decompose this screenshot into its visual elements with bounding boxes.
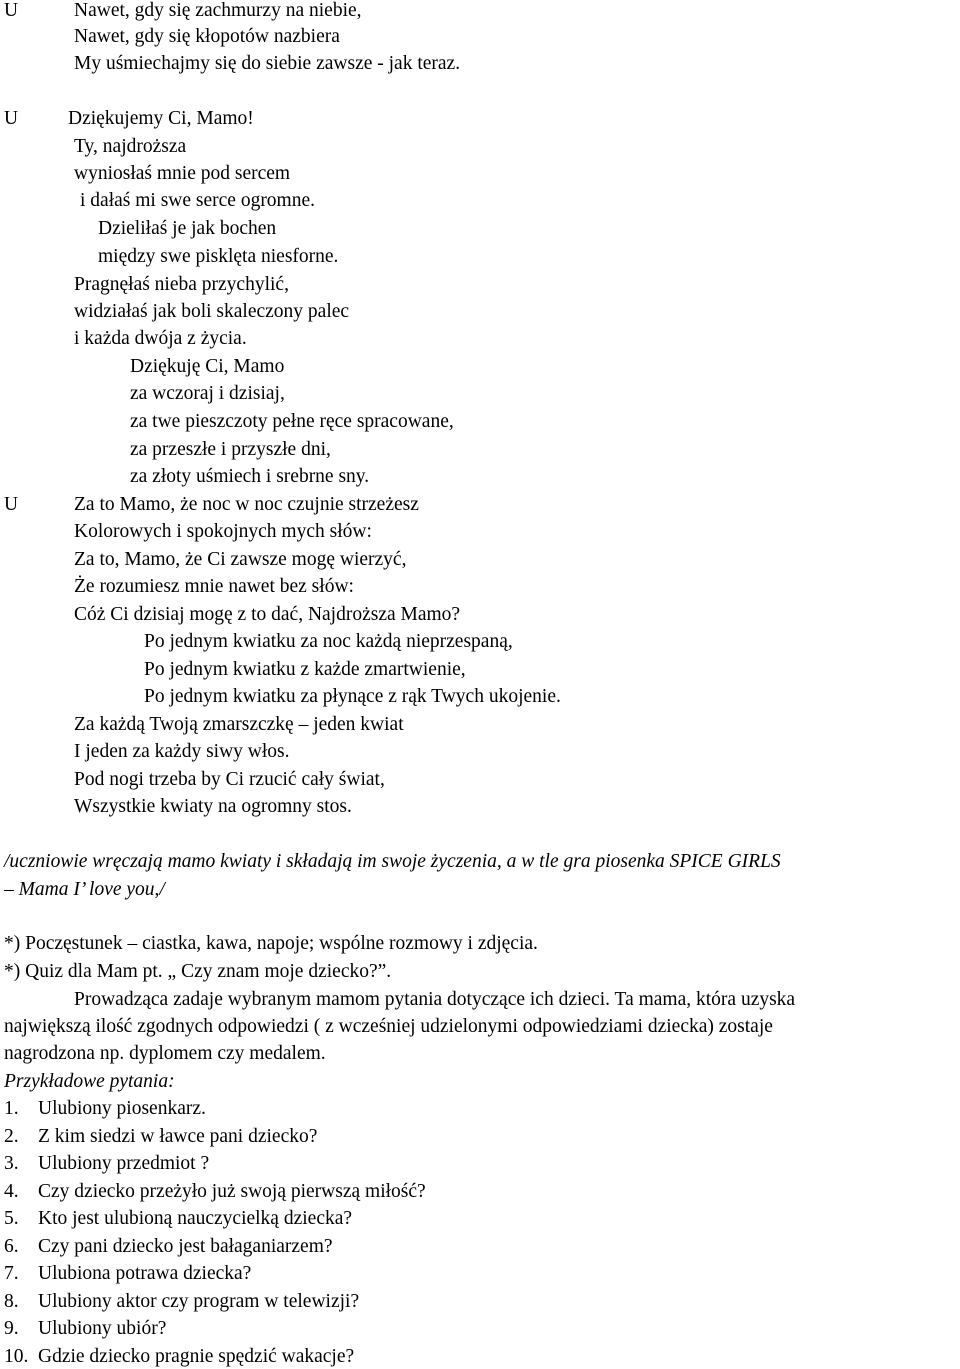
question-number: 6. bbox=[4, 1236, 19, 1257]
question-number: 3. bbox=[4, 1153, 19, 1174]
quiz-item: *) Quiz dla Mam pt. „ Czy znam moje dziecko?”. bbox=[4, 961, 392, 982]
question-number: 5. bbox=[4, 1208, 19, 1229]
poem-line: Dzieliłaś je jak bochen bbox=[98, 218, 277, 239]
question-text: Ulubiony ubiór? bbox=[38, 1318, 167, 1339]
poem-line: i każda dwója z życia. bbox=[74, 328, 247, 349]
stanza-marker: U bbox=[4, 494, 19, 515]
question-number: 7. bbox=[4, 1263, 19, 1284]
question-text: Czy dziecko przeżyło już swoją pierwszą miłość? bbox=[38, 1181, 426, 1202]
poem-line: Ty, najdroższa bbox=[74, 136, 187, 157]
stage-direction: /uczniowie wręczają mamo kwiaty i składają im swoje życzenia, a w tle gra piosenka SPICE GIRLS bbox=[4, 851, 781, 872]
question-text: Czy pani dziecko jest bałaganiarzem? bbox=[38, 1236, 333, 1257]
poem-line: Za każdą Twoją zmarszczkę – jeden kwiat bbox=[74, 714, 404, 735]
question-number: 2. bbox=[4, 1126, 19, 1147]
question-number: 4. bbox=[4, 1181, 19, 1202]
poem-line: My uśmiechajmy się do siebie zawsze - jak teraz. bbox=[74, 53, 461, 74]
question-text: Z kim siedzi w ławce pani dziecko? bbox=[38, 1126, 318, 1147]
question-text: Gdzie dziecko pragnie spędzić wakacje? bbox=[38, 1346, 355, 1367]
poem-line: między swe pisklęta niesforne. bbox=[98, 246, 339, 267]
question-number: 10. bbox=[4, 1346, 29, 1367]
poem-line: Dziękujemy Ci, Mamo! bbox=[68, 108, 254, 129]
poem-line: Że rozumiesz mnie nawet bez słów: bbox=[74, 576, 354, 597]
poem-line: Po jednym kwiatku z każde zmartwienie, bbox=[144, 659, 466, 680]
poem-line: Pod nogi trzeba by Ci rzucić cały świat, bbox=[74, 769, 385, 790]
poem-line: widziałaś jak boli skaleczony palec bbox=[74, 301, 350, 322]
question-text: Ulubiony przedmiot ? bbox=[38, 1153, 210, 1174]
poem-line: Kolorowych i spokojnych mych słów: bbox=[74, 521, 372, 542]
poem-line: za złoty uśmiech i srebrne sny. bbox=[130, 466, 370, 487]
poem-line: Po jednym kwiatku za noc każdą nieprzespaną, bbox=[144, 631, 513, 652]
questions-heading: Przykładowe pytania: bbox=[4, 1071, 175, 1092]
poem-line: Za to, Mamo, że Ci zawsze mogę wierzyć, bbox=[74, 549, 407, 570]
poem-line: Dziękuję Ci, Mamo bbox=[130, 356, 285, 377]
poem-line: i dałaś mi swe serce ogromne. bbox=[80, 190, 316, 211]
poem-line: Cóż Ci dzisiaj mogę z to dać, Najdroższa Mamo? bbox=[74, 604, 461, 625]
question-text: Ulubiona potrawa dziecka? bbox=[38, 1263, 252, 1284]
quiz-description: nagrodzona np. dyplomem czy medalem. bbox=[4, 1043, 326, 1064]
poem-line: Po jednym kwiatku za płynące z rąk Twych ukojenie. bbox=[144, 686, 561, 707]
poem-line: I jeden za każdy siwy włos. bbox=[74, 741, 290, 762]
question-text: Kto jest ulubioną nauczycielką dziecka? bbox=[38, 1208, 353, 1229]
poem-line: Pragnęłaś nieba przychylić, bbox=[74, 274, 289, 295]
stage-direction: – Mama I’ love you,/ bbox=[4, 879, 165, 900]
poem-line: wyniosłaś mnie pod sercem bbox=[74, 163, 291, 184]
question-text: Ulubiony piosenkarz. bbox=[38, 1098, 206, 1119]
poem-line: za twe pieszczoty pełne ręce spracowane, bbox=[130, 411, 454, 432]
poem-line: Nawet, gdy się kłopotów nazbiera bbox=[74, 26, 340, 47]
quiz-description: Prowadząca zadaje wybranym mamom pytania dotyczące ich dzieci. Ta mama, która uzyska bbox=[74, 989, 796, 1010]
question-number: 8. bbox=[4, 1291, 19, 1312]
poem-line: za przeszłe i przyszłe dni, bbox=[130, 439, 331, 460]
poem-line: Wszystkie kwiaty na ogromny stos. bbox=[74, 796, 352, 817]
poem-line: Za to Mamo, że noc w noc czujnie strzeżesz bbox=[74, 494, 419, 515]
question-text: Ulubiony aktor czy program w telewizji? bbox=[38, 1291, 360, 1312]
stanza-marker: U bbox=[4, 108, 19, 129]
refreshments-item: *) Poczęstunek – ciastka, kawa, napoje; wspólne rozmowy i zdjęcia. bbox=[4, 933, 538, 954]
stanza-marker: U bbox=[4, 0, 19, 21]
poem-line: za wczoraj i dzisiaj, bbox=[130, 383, 285, 404]
question-number: 1. bbox=[4, 1098, 19, 1119]
question-number: 9. bbox=[4, 1318, 19, 1339]
quiz-description: największą ilość zgodnych odpowiedzi ( z wcześniej udzielonymi odpowiedziami dziecka) zostaje bbox=[4, 1016, 773, 1037]
poem-line: Nawet, gdy się zachmurzy na niebie, bbox=[74, 0, 362, 21]
